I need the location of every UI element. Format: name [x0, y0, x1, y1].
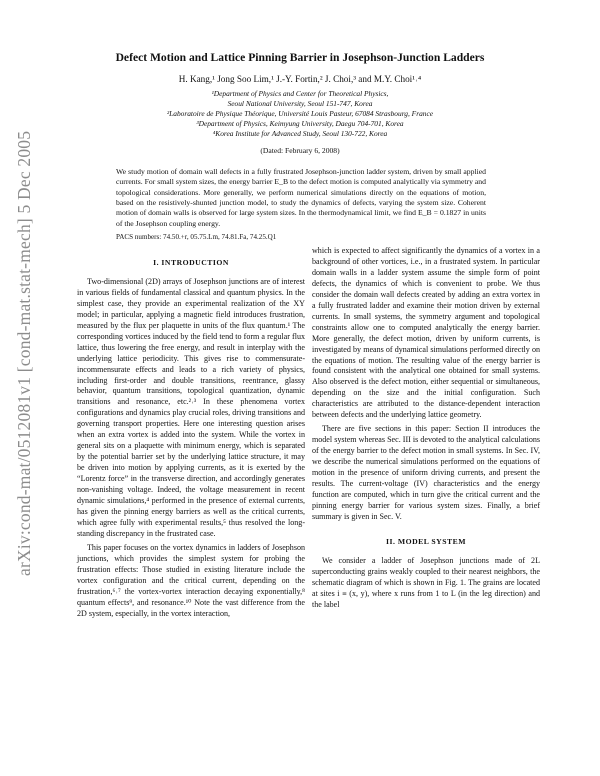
- body-paragraph: There are five sections in this paper: Section II introduces the model system whereas Sec. III is devoted to the analytical calculations of the energy barrier to the defect motion in small systems. In Sec. IV, we describe the numerical simulations performed on the equations of motion in the presence of uniform driving currents, and present the results. The current-voltage (IV) characteristics and the energy function are computed, which in turn give the critical current and the pinning energy barrier for various system sizes. Finally, a brief summary is given in Sec. V.: [312, 424, 540, 521]
- section-heading-model-system: II. MODEL SYSTEM: [386, 536, 466, 546]
- affiliation-line: Seoul National University, Seoul 151-747, Korea: [227, 99, 373, 109]
- right-column: [312, 246, 540, 611]
- affiliation-line: ⁴Korea Institute for Advanced Study, Seoul 130-722, Korea: [212, 129, 388, 139]
- abstract: We study motion of domain wall defects in a fully frustrated Josephson-junction ladder system, driven by small applied currents. For small system sizes, the energy barrier E_B to the defect motion is computed analytically via symmetry and topological considerations. More generally, we perform numerical simulations directly on the equations of motion, based on the resistively-shunted junction model, to study the dynamics of defects, varying the system size. Coherent motion of domain walls is observed for large system sizes. In the thermodynamical limit, we find E_B = 0.1827 in units of the Josephson coupling energy.: [116, 167, 486, 228]
- arxiv-identifier: arXiv:cond-mat/0512081v1 [cond-mat.stat-mech] 5 Dec 2005: [14, 130, 34, 576]
- body-paragraph: We consider a ladder of Josephson junctions made of 2L superconducting grains weakly coupled to their nearest neighbors, the schematic diagram of which is shown in Fig. 1. The grains are located at sites i ≡ (x, y), where x runs from 1 to L (in the leg direction) and the label: [312, 555, 540, 609]
- body-paragraph: which is expected to affect significantly the dynamics of a vortex in a background of other vortices, i.e., in a frustrated system. In particular domain walls in a ladder system assume the simple form of point defects, the dynamics of which is convenient to probe. We thus consider the domain wall defects created by adding an extra vortex in a fully frustrated ladder and examine their motion driven by external currents. In small systems, the symmetry argument and topological constraints allow one to computed analytically the energy barrier. More generally, the defect motion, driven by uniform currents, is investigated by means of dynamical simulations performed directly on the equations of motion. The resulting value of the energy barrier is found consistent with the analytical one obtained for small systems. Also observed is the defect motion, either sequential or simultaneous, depending on the size and the initial configuration. Such characteristics are attributed to the distance-dependent interaction between defects and the underlying lattice geometry.: [312, 246, 540, 420]
- pacs-numbers: PACS numbers: 74.50.+r, 05.75.Lm, 74.81.Fa, 74.25.Q1: [116, 233, 277, 241]
- left-column: [77, 258, 305, 620]
- affiliation-line: ²Laboratoire de Physique Théorique, Université Louis Pasteur, 67084 Strasbourg, France: [166, 109, 434, 119]
- dated-line: (Dated: February 6, 2008): [260, 146, 340, 155]
- affiliation-line: ³Department of Physics, Keimyung University, Daegu 704-701, Korea: [196, 119, 404, 129]
- affiliation-line: ¹Department of Physics and Center for Theoretical Physics,: [211, 89, 389, 98]
- body-paragraph: This paper focuses on the vortex dynamics in ladders of Josephson junctions, which provides the simplest system for probing the frustration effects: Those studied in existing literature include the vortex configuration and the critical current, depending on the frustration,⁶˒⁷ the vortex-vortex interaction decaying exponentially,⁸ quantum effects⁹, and resonance.¹⁰ Note the vast difference from the 2D system, especially, in the vortex interaction,: [77, 542, 305, 618]
- author-list: H. Kang,¹ Jong Soo Lim,¹ J.-Y. Fortin,² J. Choi,³ and M.Y. Choi¹˒⁴: [178, 74, 422, 84]
- paper-title: Defect Motion and Lattice Pinning Barrier in Josephson-Junction Ladders: [115, 51, 485, 64]
- body-paragraph: Two-dimensional (2D) arrays of Josephson junctions are of interest in various fields of fundamental classical and quantum physics. In the simplest case, they provide an experimental realization of the XY model; in particular, applying a magnetic field introduces frustration, measured by the flux per plaquette in units of the flux quantum.¹ The corresponding vortices induced by the field tend to form a regular flux lattice, thus lowering the free energy, and result in interplay with the underlying lattice periodicity. This gives rise to commensurate-incommensurate effects and leads to a rich variety of physics, including first-order and double transitions, reentrance, glassy behavior, quantum transitions, topological quantization, dynamic transitions and resonance, etc.²˒³ In these phenomena vortex configurations and dynamics play crucial roles, driving transitions and governing transport properties. Here one interesting question arises when an extra vortex is added into the system. While the vortex in general sits on a plaquette with minimum energy, which is separated by the potential barrier set by the underlying lattice structure, it may be driven into motion by applying currents, as it is exerted by the “Lorentz force” in the transverse direction, and accordingly generates non-vanishing voltage. Indeed, the voltage measurement in recent dynamic simulations,⁴ performed in the presence of external currents, has given the pinning energy barriers as well as the critical currents, which agree fully with experimental results,⁵ thus resolved the long-standing discrepancy in the frustrated case.: [77, 276, 305, 538]
- section-heading-introduction: I. INTRODUCTION: [153, 258, 229, 267]
- affiliations: [60, 89, 540, 139]
